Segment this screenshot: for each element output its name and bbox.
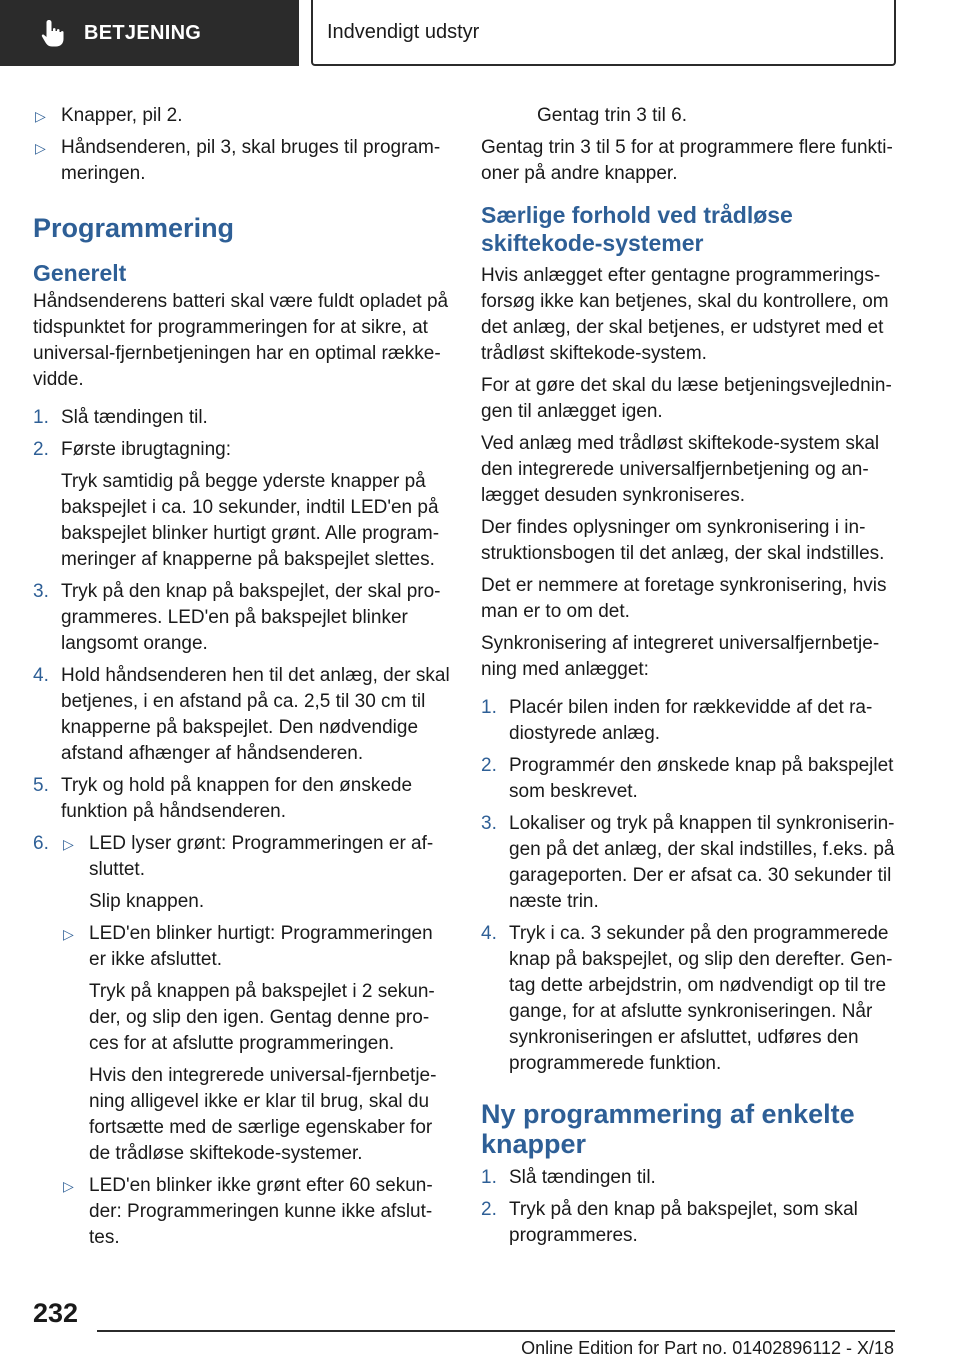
heading-new-programming: Ny programmering af enkelte knapper — [481, 1099, 855, 1159]
heading-programmering: Programmering — [33, 213, 235, 243]
bullet-item — [33, 103, 451, 129]
section-tab — [0, 0, 299, 66]
list-item — [481, 753, 901, 805]
bullet-text: LED'en blinker hurtigt: Programmeringen er ikke afsluttet. — [89, 923, 433, 970]
list-item — [33, 831, 451, 1257]
repeat-paragraph: Gentag trin 3 til 5 for at programmere flere funktioner på andre knapper. — [481, 137, 893, 184]
step-number: 3. — [33, 581, 49, 602]
list-item — [481, 921, 901, 1077]
section-title: BETJENING — [84, 22, 202, 44]
bullet-item — [61, 921, 451, 973]
list-item — [481, 695, 901, 747]
list-item — [33, 663, 451, 767]
bullet-item — [33, 135, 451, 187]
step-detail: Tryk samtidig på begge yderste knapper på bakspejlet i ca. 10 sekunder, indtil LED'en på bakspejlet blinker hurtigt grønt. Alle programmeringer af knapperne på bakspejlet slettes. — [61, 471, 440, 570]
step-text: Tryk og hold på knappen for den ønskede funktion på håndsenderen. — [61, 775, 413, 822]
bullet-detail: Slip knappen. — [89, 891, 205, 912]
step-text: Tryk i ca. 3 sekunder på den programmerede knap på bakspejlet, og slip den derefter. Gentag dette arbejdstrin, om nødvendigt op til tre gange, for at afslutte synkroniseringen. Når synkroniseringen er afsluttet, udføres den programmerede funktion. — [509, 923, 893, 1074]
list-item — [481, 811, 901, 915]
heading-special: Særlige forhold ved trådløse skiftekode-systemer — [481, 202, 793, 256]
paragraph: Hvis anlægget efter gentagne programmeringsforsøg ikke kan betjenes, skal du kontrollere, om det anlæg, der skal betjenes, er udstyret med et trådløst skiftekode-system. — [481, 265, 889, 364]
bullet-text: LED lyser grønt: Programmeringen er afsluttet. — [89, 833, 434, 880]
edition-text: Online Edition for Part no. 01402896112 - X/18 — [521, 1338, 894, 1358]
step-text: Programmér den ønskede knap på bakspejlet som beskrevet. — [509, 755, 894, 802]
triangle-bullet-icon: ▷ — [35, 140, 46, 156]
left-column — [33, 103, 451, 1263]
step-number: 4. — [33, 665, 49, 686]
right-column — [481, 103, 901, 1255]
paragraph: Ved anlæg med trådløst skiftekode-system skal den integrerede universalfjernbetjening og anlægget desuden synkroniseres. — [481, 433, 880, 506]
list-item — [33, 579, 451, 657]
hand-pointer-icon — [40, 18, 66, 48]
paragraph: Synkronisering af integreret universalfjernbetjening med anlægget: — [481, 633, 880, 680]
bullet-text: Håndsenderen, pil 3, skal bruges til programmeringen. — [61, 137, 441, 184]
step-text: Hold håndsenderen hen til det anlæg, der skal betjenes, i en afstand på ca. 2,5 til 30 cm til knapperne på bakspejlet. Den nødvendige afstand afhænger af håndsenderen. — [61, 665, 450, 764]
step-text: Tryk på den knap på bakspejlet, der skal programmeres. LED'en på bakspejlet blinker langsomt orange. — [61, 581, 441, 654]
step-number: 5. — [33, 775, 49, 796]
list-item — [481, 1197, 901, 1249]
list-item — [33, 405, 451, 431]
triangle-bullet-icon: ▷ — [63, 926, 74, 942]
triangle-bullet-icon: ▷ — [63, 836, 74, 852]
step-text: Slå tændingen til. — [509, 1167, 656, 1188]
paragraph: Der findes oplysninger om synkronisering i instruktionsbogen til det anlæg, der skal indstilles. — [481, 517, 885, 564]
step-number: 2. — [33, 439, 49, 460]
bullet-text: Knapper, pil 2. — [61, 105, 183, 126]
triangle-bullet-icon: ▷ — [63, 1178, 74, 1194]
step-number: 1. — [481, 697, 497, 718]
repeat-indent: Gentag trin 3 til 6. — [537, 105, 687, 126]
step-number: 2. — [481, 755, 497, 776]
step-text: Tryk på den knap på bakspejlet, som skal programmeres. — [509, 1199, 858, 1246]
triangle-bullet-icon: ▷ — [35, 108, 46, 124]
bullet-item — [61, 831, 451, 883]
step-number: 4. — [481, 923, 497, 944]
step-text: Lokaliser og tryk på knappen til synkroniseringen på det anlæg, der skal indstilles, f.eks. på garageporten. Der er afsat ca. 30 sekunder til næste trin. — [509, 813, 895, 912]
step-text: Slå tændingen til. — [61, 407, 208, 428]
step-number: 1. — [33, 407, 49, 428]
paragraph: For at gøre det skal du læse betjeningsvejledningen til anlægget igen. — [481, 375, 892, 422]
step-number: 1. — [481, 1167, 497, 1188]
list-item — [33, 773, 451, 825]
step-number: 6. — [33, 833, 49, 854]
footer-divider — [97, 1330, 895, 1332]
step-sublist — [61, 831, 451, 1257]
heading-generelt: Generelt — [33, 260, 127, 286]
list-item — [481, 1165, 901, 1191]
bullet-detail: Hvis den integrerede universal-fjernbetjening alligevel ikke er klar til brug, skal du fortsætte med de særlige egenskaber for de trådløse skiftekode-systemer. — [89, 1065, 437, 1164]
chapter-tab — [311, 0, 896, 66]
paragraph: Det er nemmere at foretage synkronisering, hvis man er to om det. — [481, 575, 887, 622]
step-text: Placér bilen inden for rækkevidde af det radiostyrede anlæg. — [509, 697, 873, 744]
page-number: 232 — [33, 1298, 79, 1328]
list-item — [33, 437, 451, 463]
step-number: 2. — [481, 1199, 497, 1220]
step-text: Første ibrugtagning: — [61, 439, 232, 460]
bullet-item — [61, 1173, 451, 1251]
bullet-text: LED'en blinker ikke grønt efter 60 sekunder: Programmeringen kunne ikke afsluttes. — [89, 1175, 433, 1248]
intro-paragraph: Håndsenderens batteri skal være fuldt opladet på tidspunktet for programmeringen for at sikre, at universal-fjernbetjeningen har en optimal rækkevidde. — [33, 291, 449, 390]
bullet-detail: Tryk på knappen på bakspejlet i 2 sekunder, og slip den igen. Gentag denne proces for at afslutte programmeringen. — [89, 981, 435, 1054]
step-number: 3. — [481, 813, 497, 834]
chapter-title: Indvendigt udstyr — [327, 21, 480, 43]
